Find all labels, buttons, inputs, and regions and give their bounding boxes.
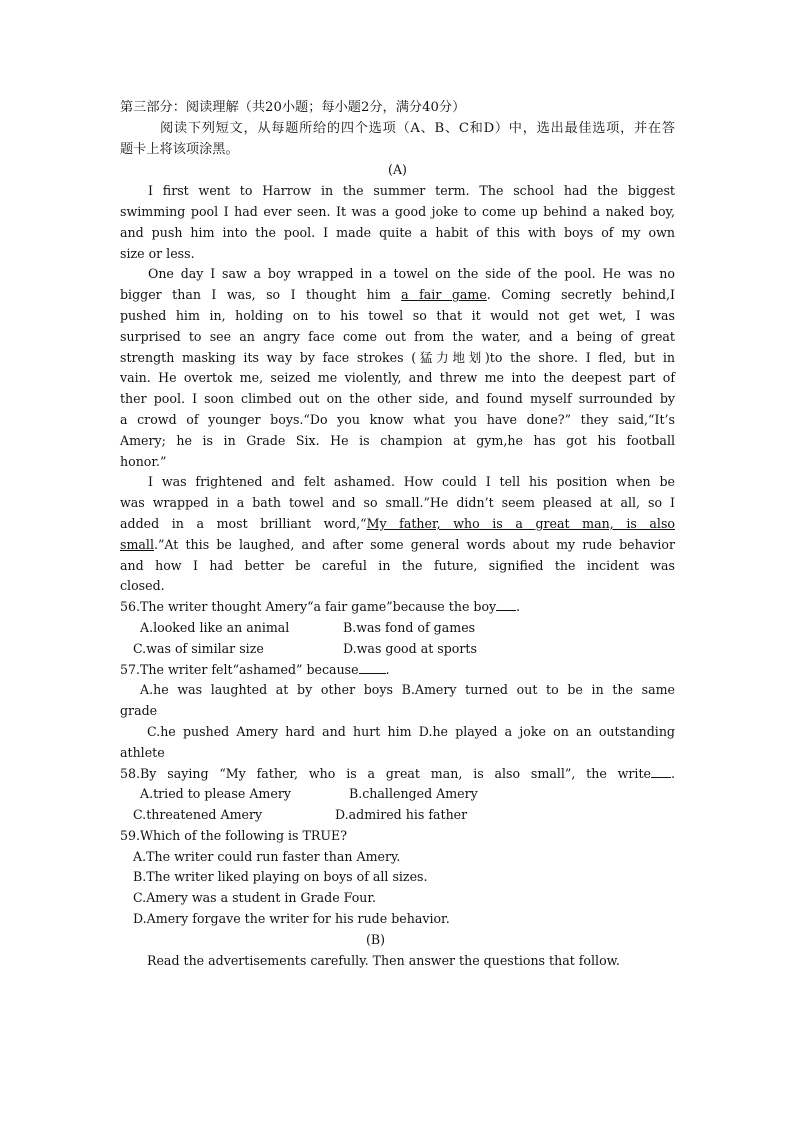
passage-a-line: small.”At this be laughed, and after some general words about my rude behavior [120,536,675,552]
section-title: 第三部分：阅读理解（共20小题；每小题2分，满分40分） [120,100,466,115]
option-d[interactable]: D.was good at sports [343,640,477,656]
passage-a-label: (A) [388,162,407,178]
passage-a-line: bigger than I was, so I thought him a fair game. Coming secretly behind,I [120,287,675,303]
passage-a-line: I first went to Harrow in the summer term. The school had the biggest [148,183,675,199]
question-57: 57.The writer felt“ashamed” because . [120,661,390,677]
question-59: 59.Which of the following is TRUE? [120,827,347,843]
exam-page [120,98,675,971]
passage-a-line: size or less. [120,245,195,261]
passage-a-line: swimming pool I had ever seen. It was a good joke to come up behind a naked boy, [120,203,675,219]
answer-blank [651,765,671,778]
passage-a-line: a crowd of younger boys.“Do you know what you have done?” they said,“It’s [120,411,675,427]
passage-a-line: closed. [120,578,165,594]
option-c[interactable]: C.was of similar size [133,640,264,656]
answer-blank [496,598,516,611]
option-b[interactable]: B.The writer liked playing on boys of all sizes. [133,869,428,885]
passage-a-line: strength masking its way by face strokes (猛力地划)to the shore. I fled, but in [120,349,675,365]
option-b[interactable]: B.challenged Amery [349,786,478,802]
question-58-options-cd [120,805,675,826]
passage-a-line: One day I saw a boy wrapped in a towel on the side of the pool. He was no [148,266,675,282]
option-a[interactable]: A.looked like an animal [140,619,290,635]
passage-a-line: and how I had better be careful in the future, signified the incident was [120,557,675,573]
question-57-options-ab-wrap: grade [120,703,158,719]
passage-a-line: vain. He overtok me, seized me violently, and threw me into the deepest part of [120,370,675,386]
underlined-phrase: a fair game [401,287,487,303]
passage-a-line: honor.” [120,453,167,469]
passage-a-line: added in a most brilliant word,“My father, who is a great man, is also [120,515,675,531]
option-d[interactable]: D.admired his father [335,807,468,823]
question-57-options-cd-wrap: athlete [120,744,165,760]
passage-b-label: (B) [366,931,386,947]
question-56-options-ab [120,618,675,639]
passage-a-line: and push him into the pool. I made quite a habit of this with boys of my own [120,224,675,240]
question-56: 56.The writer thought Amery“a fair game”because the boy . [120,599,521,615]
option-c[interactable]: C.threatened Amery [133,807,263,823]
section-instruction-cont: 题卡上将该项涂黑。 [120,141,239,157]
question-58-options-ab [120,784,675,805]
option-b[interactable]: B.was fond of games [343,619,476,635]
option-a[interactable]: A.tried to please Amery [140,786,291,802]
question-58: 58.By saying “My father, who is a great man, is also small”, the write . [120,765,675,781]
passage-a-line: was wrapped in a bath towel and so small.”He didn’t seem pleased at all, so I [120,495,675,511]
question-57-options-cd: C.he pushed Amery hard and hurt him D.he played a joke on an outstanding [147,723,675,739]
passage-a-line: surprised to see an angry face come out from the water, and a being of great [120,328,675,344]
underlined-sentence: My father, who is a great man, is also [366,515,675,531]
answer-blank [359,661,386,674]
section-instruction: 阅读下列短文，从每题所给的四个选项（A、B、C和D）中，选出最佳选项，并在答 [160,120,675,136]
passage-a-line: pushed him in, holding on to his towel so that it would not get wet, I was [120,307,675,323]
passage-a-line: I was frightened and felt ashamed. How could I tell his position when be [148,474,675,490]
option-d[interactable]: D.Amery forgave the writer for his rude behavior. [133,911,450,927]
passage-a-line: ther pool. I soon climbed out on the other side, and found myself surrounded by [120,391,675,407]
question-56-options-cd [120,639,675,660]
question-57-options-ab: A.he was laughted at by other boys B.Amery turned out to be in the same [140,682,675,698]
passage-a-line: Amery; he is in Grade Six. He is champion at gym,he has got his football [120,432,675,448]
passage-b-intro: Read the advertisements carefully. Then answer the questions that follow. [147,952,620,968]
option-a[interactable]: A.The writer could run faster than Amery. [133,848,401,864]
option-c[interactable]: C.Amery was a student in Grade Four. [133,890,377,906]
underlined-sentence-end: small [120,536,154,552]
